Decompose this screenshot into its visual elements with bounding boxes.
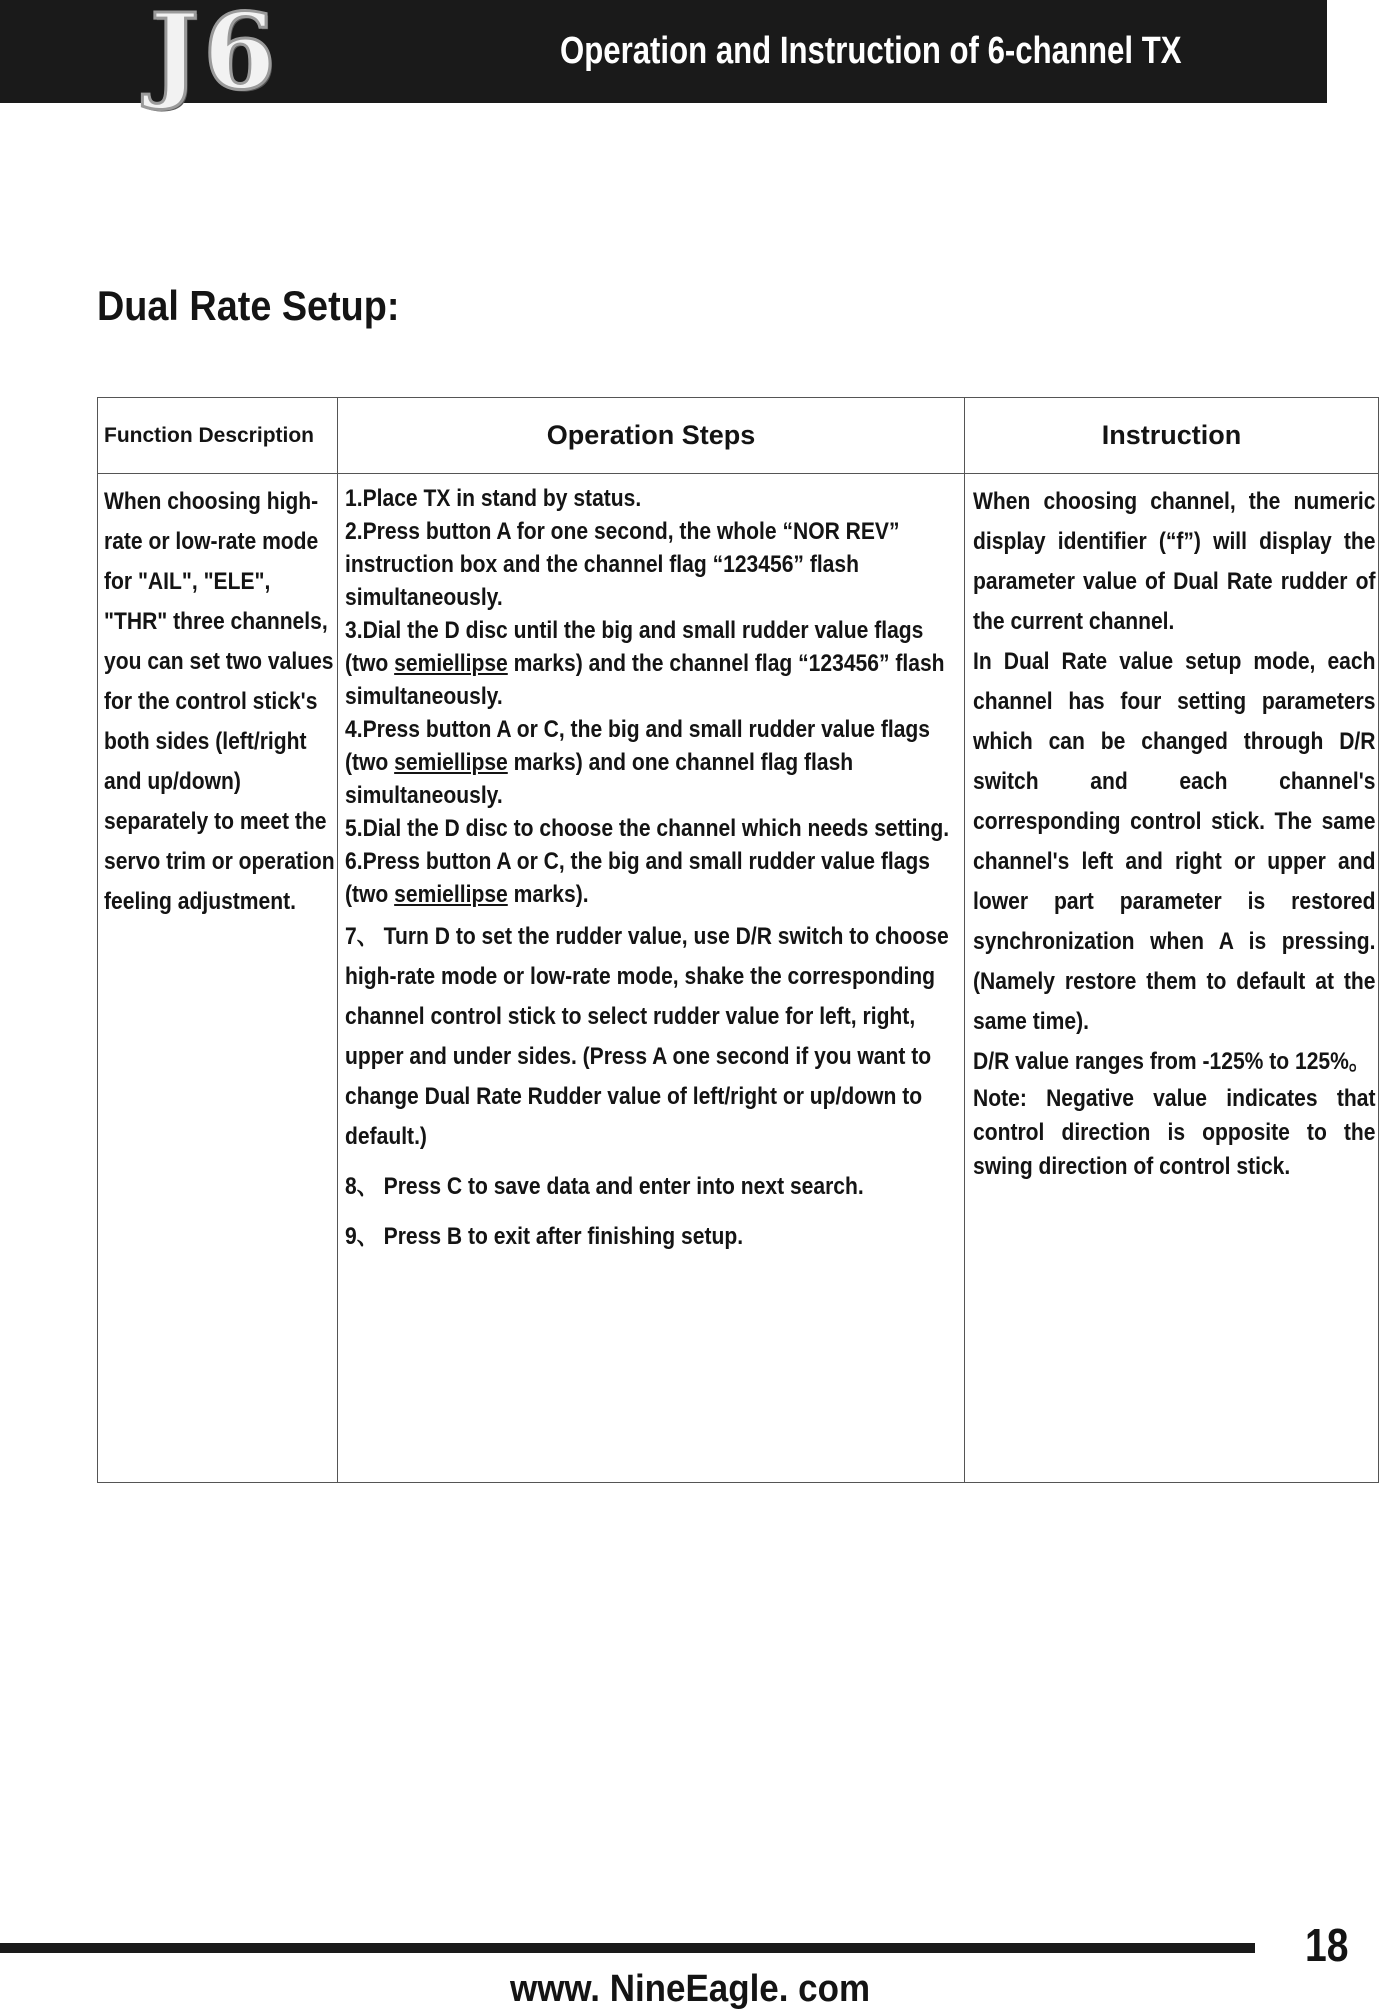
step-4-text-b: marks) and one channel flag flash simultaneously.	[345, 749, 854, 809]
step-5: 5.Dial the D disc to choose the channel which needs setting.	[345, 815, 950, 842]
page-number: 18	[1305, 1919, 1349, 1971]
table-row	[98, 474, 1379, 1483]
step-7: 7、 Turn D to set the rudder value, use D/R switch to choose high-rate mode or low-rate mode, shake the corresponding channel control stick to select rudder value for left, right, upper and under sides. (Press A one second if you want to change Dual Rate Rudder value of left/right or up/down to default.)	[345, 923, 949, 1150]
instruction-note: Note: Negative value indicates that control direction is opposite to the swing direction of control stick.	[973, 1085, 1376, 1180]
column-header-instruction: Instruction	[965, 398, 1379, 474]
dual-rate-table	[97, 397, 1379, 1483]
step-1: 1.Place TX in stand by status.	[345, 485, 642, 512]
step-6-underlined-term: semiellipse	[394, 881, 508, 908]
instruction-cell	[965, 474, 1379, 1483]
j6-logo: J6	[150, 0, 280, 113]
operation-steps-list	[345, 482, 964, 1257]
instruction-paragraph-1: When choosing channel, the numeric display identifier (“f”) will display the parameter value of Dual Rate rudder of the current channel.	[973, 488, 1376, 635]
column-header-function-description: Function Description	[98, 398, 338, 474]
section-title: Dual Rate Setup:	[97, 282, 400, 329]
step-9: 9、 Press B to exit after finishing setup.	[345, 1223, 744, 1250]
step-4-text-a: 4.Press button A or C, the big and small rudder value flags (two	[345, 716, 931, 776]
step-6-text-b: marks).	[507, 881, 589, 908]
instruction-paragraph-3: D/R value ranges from -125% to 125%。	[973, 1048, 1370, 1075]
table-header-row	[98, 398, 1379, 474]
operation-steps-cell	[338, 474, 965, 1483]
instruction-text	[973, 482, 1375, 1184]
step-3-underlined-term: semiellipse	[394, 650, 508, 677]
step-4	[345, 713, 964, 812]
step-3-text-b: marks) and the channel flag “123456” flash simultaneously.	[345, 650, 945, 710]
footer-url: www. NineEagle. com	[510, 1968, 871, 2010]
step-2: 2.Press button A for one second, the whole “NOR REV” instruction box and the channel flag “123456” flash simultaneously.	[345, 518, 900, 611]
step-3	[345, 614, 964, 713]
function-description-cell	[98, 474, 338, 1483]
instruction-paragraph-2: In Dual Rate value setup mode, each channel has four setting parameters which can be changed through D/R switch and each channel's corresponding control stick. The same channel's left and right or upper and lower part parameter is restored synchronization when A is pressing. (Namely restore them to default at the same time).	[973, 648, 1376, 1035]
step-6-text-a: 6.Press button A or C, the big and small rudder value flags (two	[345, 848, 931, 908]
step-3-text-a: 3.Dial the D disc until the big and small rudder value flags (two	[345, 617, 924, 677]
column-header-operation-steps: Operation Steps	[338, 398, 965, 474]
step-4-underlined-term: semiellipse	[394, 749, 508, 776]
step-6	[345, 845, 964, 911]
step-8: 8、 Press C to save data and enter into next search.	[345, 1173, 864, 1200]
function-description-text: When choosing high-rate or low-rate mode for "AIL", "ELE", "THR" three channels, you can set two values for the control stick's both sides (left/right and up/down) separately to meet the servo trim or operation feeling adjustment.	[104, 488, 335, 915]
footer-rule	[0, 1943, 1255, 1953]
header-title: Operation and Instruction of 6-channel TX	[560, 30, 1182, 72]
